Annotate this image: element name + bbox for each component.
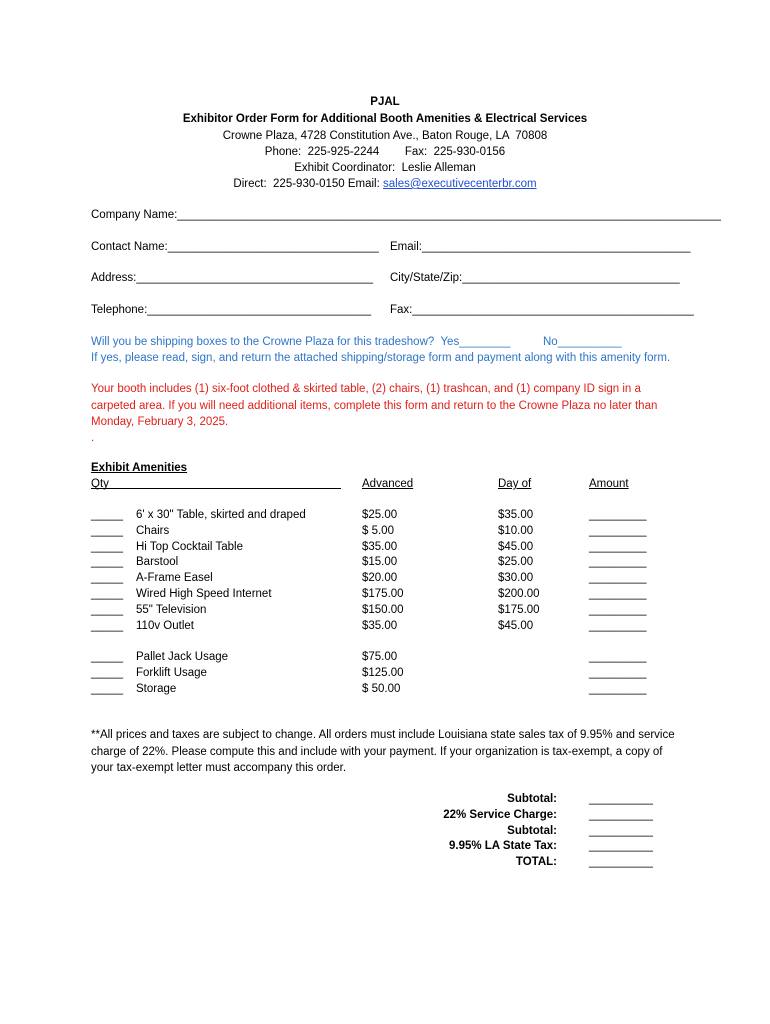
total-blank[interactable]: __________ <box>589 793 653 805</box>
amount-blank[interactable]: _________ <box>589 651 647 663</box>
shipping-note: If yes, please read, sign, and return the attached shipping/storage form and payment along with this amenity form. <box>91 352 671 364</box>
qty-blank[interactable]: _____ <box>91 588 123 600</box>
amount-blank[interactable]: _________ <box>589 524 647 537</box>
amount-blank[interactable]: _________ <box>589 556 647 569</box>
amount-blank[interactable]: _________ <box>589 682 647 695</box>
qty-header-rule <box>91 488 341 489</box>
total-blank[interactable]: __________ <box>589 824 653 837</box>
qty-blank[interactable]: _____ <box>91 540 123 553</box>
item-name: Storage <box>136 682 177 695</box>
address-field[interactable]: Address:_____________________________________ <box>91 272 374 284</box>
total-label: 9.95% LA State Tax: <box>448 840 557 853</box>
amount-blank[interactable]: _________ <box>589 666 647 679</box>
advanced-price: $20.00 <box>362 572 398 585</box>
total-blank[interactable]: __________ <box>589 840 653 853</box>
shipping-no-field[interactable]: No__________ <box>543 336 622 348</box>
qty-blank[interactable]: _____ <box>91 651 123 663</box>
amount-blank[interactable]: _________ <box>589 619 647 632</box>
venue-fax: Fax: 225-930-0156 <box>404 146 506 158</box>
dayof-price: $10.00 <box>498 524 534 537</box>
section-title: Exhibit Amenities <box>91 462 188 474</box>
org-name: PJAL <box>370 96 400 108</box>
disclaimer: **All prices and taxes are subject to change. All orders must include Louisiana state sales tax of 9.95% and service charge of 22%. Please compute this and include with your payment. If your organization is tax-exempt, a copy of your tax-exempt letter must accompany this order. <box>91 729 675 774</box>
dayof-header: Day of <box>498 478 532 490</box>
item-name: Hi Top Cocktail Table <box>136 540 243 553</box>
total-label: Subtotal: <box>507 824 557 837</box>
company-name-field[interactable]: Company Name:_____________________________________________________________________________________ <box>91 209 721 221</box>
amount-header: Amount <box>589 478 629 490</box>
direct-line: Direct: 225-930-0150 Email: <box>233 178 383 190</box>
fax-field[interactable]: Fax:____________________________________________ <box>390 304 694 316</box>
advanced-price: $125.00 <box>362 666 404 679</box>
booth-notice-dot: . <box>91 432 95 444</box>
qty-blank[interactable]: _____ <box>91 556 123 569</box>
dayof-price: $35.00 <box>498 509 534 521</box>
item-name: Chairs <box>136 524 170 537</box>
qty-blank[interactable]: _____ <box>91 524 123 537</box>
advanced-price: $ 50.00 <box>362 682 401 695</box>
item-name: Wired High Speed Internet <box>136 588 272 600</box>
advanced-price: $150.00 <box>362 603 404 616</box>
qty-blank[interactable]: _____ <box>91 572 123 585</box>
item-name: Forklift Usage <box>136 666 207 679</box>
dayof-price: $45.00 <box>498 540 534 553</box>
dayof-price: $30.00 <box>498 572 534 585</box>
venue-address: Crowne Plaza, 4728 Constitution Ave., Baton Rouge, LA 70808 <box>222 130 548 142</box>
dayof-price: $45.00 <box>498 619 534 632</box>
item-name: 55" Television <box>136 603 207 616</box>
contact-name-field[interactable]: Contact Name:_________________________________ <box>91 241 379 253</box>
dayof-price: $175.00 <box>498 603 540 616</box>
city-state-zip-field[interactable]: City/State/Zip:__________________________________ <box>390 272 680 284</box>
amount-blank[interactable]: _________ <box>589 540 647 553</box>
item-name: Barstool <box>136 556 179 569</box>
advanced-header: Advanced <box>362 478 414 490</box>
amount-blank[interactable]: _________ <box>589 509 647 521</box>
advanced-price: $175.00 <box>362 588 404 600</box>
shipping-question: Will you be shipping boxes to the Crowne Plaza for this tradeshow? Yes________ <box>91 336 511 348</box>
advanced-price: $35.00 <box>362 540 398 553</box>
qty-blank[interactable]: _____ <box>91 666 123 679</box>
qty-blank[interactable]: _____ <box>91 603 123 616</box>
total-blank[interactable]: __________ <box>589 856 653 869</box>
total-blank[interactable]: __________ <box>589 808 653 821</box>
qty-blank[interactable]: _____ <box>91 682 123 695</box>
booth-notice: Your booth includes (1) six-foot clothed & skirted table, (2) chairs, (1) trashcan, and (1) company ID sign in a carpeted area. If you will need additional items, complete this form and return to the Crowne Plaza no later than Monday, February 3, 2025. <box>91 383 658 428</box>
total-label: Subtotal: <box>507 793 557 805</box>
item-name: 6' x 30" Table, skirted and draped <box>136 509 306 521</box>
advanced-price: $ 5.00 <box>362 524 394 537</box>
qty-blank[interactable]: _____ <box>91 509 123 521</box>
item-name: Pallet Jack Usage <box>136 651 229 663</box>
total-label: 22% Service Charge: <box>443 808 557 821</box>
amount-blank[interactable]: _________ <box>589 603 647 616</box>
qty-blank[interactable]: _____ <box>91 619 123 632</box>
page-title: Exhibitor Order Form for Additional Booth Amenities & Electrical Services <box>182 113 588 125</box>
telephone-field[interactable]: Telephone:___________________________________ <box>91 304 372 316</box>
contact-phone-fax <box>0 145 770 160</box>
total-label: TOTAL: <box>515 856 557 869</box>
direct-contact <box>0 177 770 192</box>
qty-header: Qty <box>91 478 109 490</box>
advanced-price: $75.00 <box>362 651 398 663</box>
email-field[interactable]: Email:__________________________________________ <box>390 241 691 253</box>
amount-blank[interactable]: _________ <box>589 572 647 585</box>
coordinator: Exhibit Coordinator: Leslie Alleman <box>294 162 476 174</box>
dayof-price: $25.00 <box>498 556 534 569</box>
dayof-price: $200.00 <box>498 588 540 600</box>
email-link[interactable]: sales@executivecenterbr.com <box>383 178 537 190</box>
item-name: 110v Outlet <box>136 619 194 632</box>
advanced-price: $35.00 <box>362 619 398 632</box>
venue-phone: Phone: 225-925-2244 <box>264 146 380 158</box>
amount-blank[interactable]: _________ <box>589 588 647 600</box>
item-name: A-Frame Easel <box>136 572 213 585</box>
advanced-price: $25.00 <box>362 509 398 521</box>
advanced-price: $15.00 <box>362 556 398 569</box>
